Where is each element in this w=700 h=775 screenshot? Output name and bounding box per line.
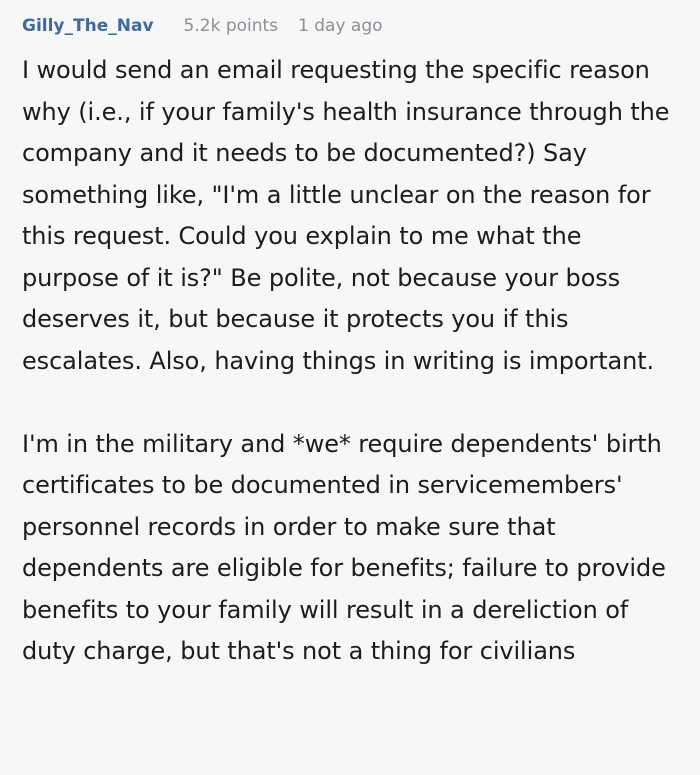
comment-timestamp: 1 day ago [298, 16, 383, 36]
comment-username[interactable]: Gilly_The_Nav [22, 16, 154, 36]
comment-body [22, 50, 680, 673]
comment-points: 5.2k points [183, 16, 279, 36]
comment-paragraph: I'm in the military and *we* require dependents' birth certificates to be documented in servicemembers' personnel records in order to make sure that dependents are eligible for benefits; failure to provide benefits to your family will result in a dereliction of duty charge, but that's not a thing for civilians [22, 429, 666, 665]
comment-paragraph: I would send an email requesting the specific reason why (i.e., if your family's health insurance through the company and it needs to be documented?) Say something like, "I'm a little unclear on the reason for this request. Could you explain to me what the purpose of it is?" Be polite, not because your boss deserves it, but because it protects you if this escalates. Also, having things in writing is important. [22, 56, 670, 375]
comment-meta [22, 16, 680, 44]
